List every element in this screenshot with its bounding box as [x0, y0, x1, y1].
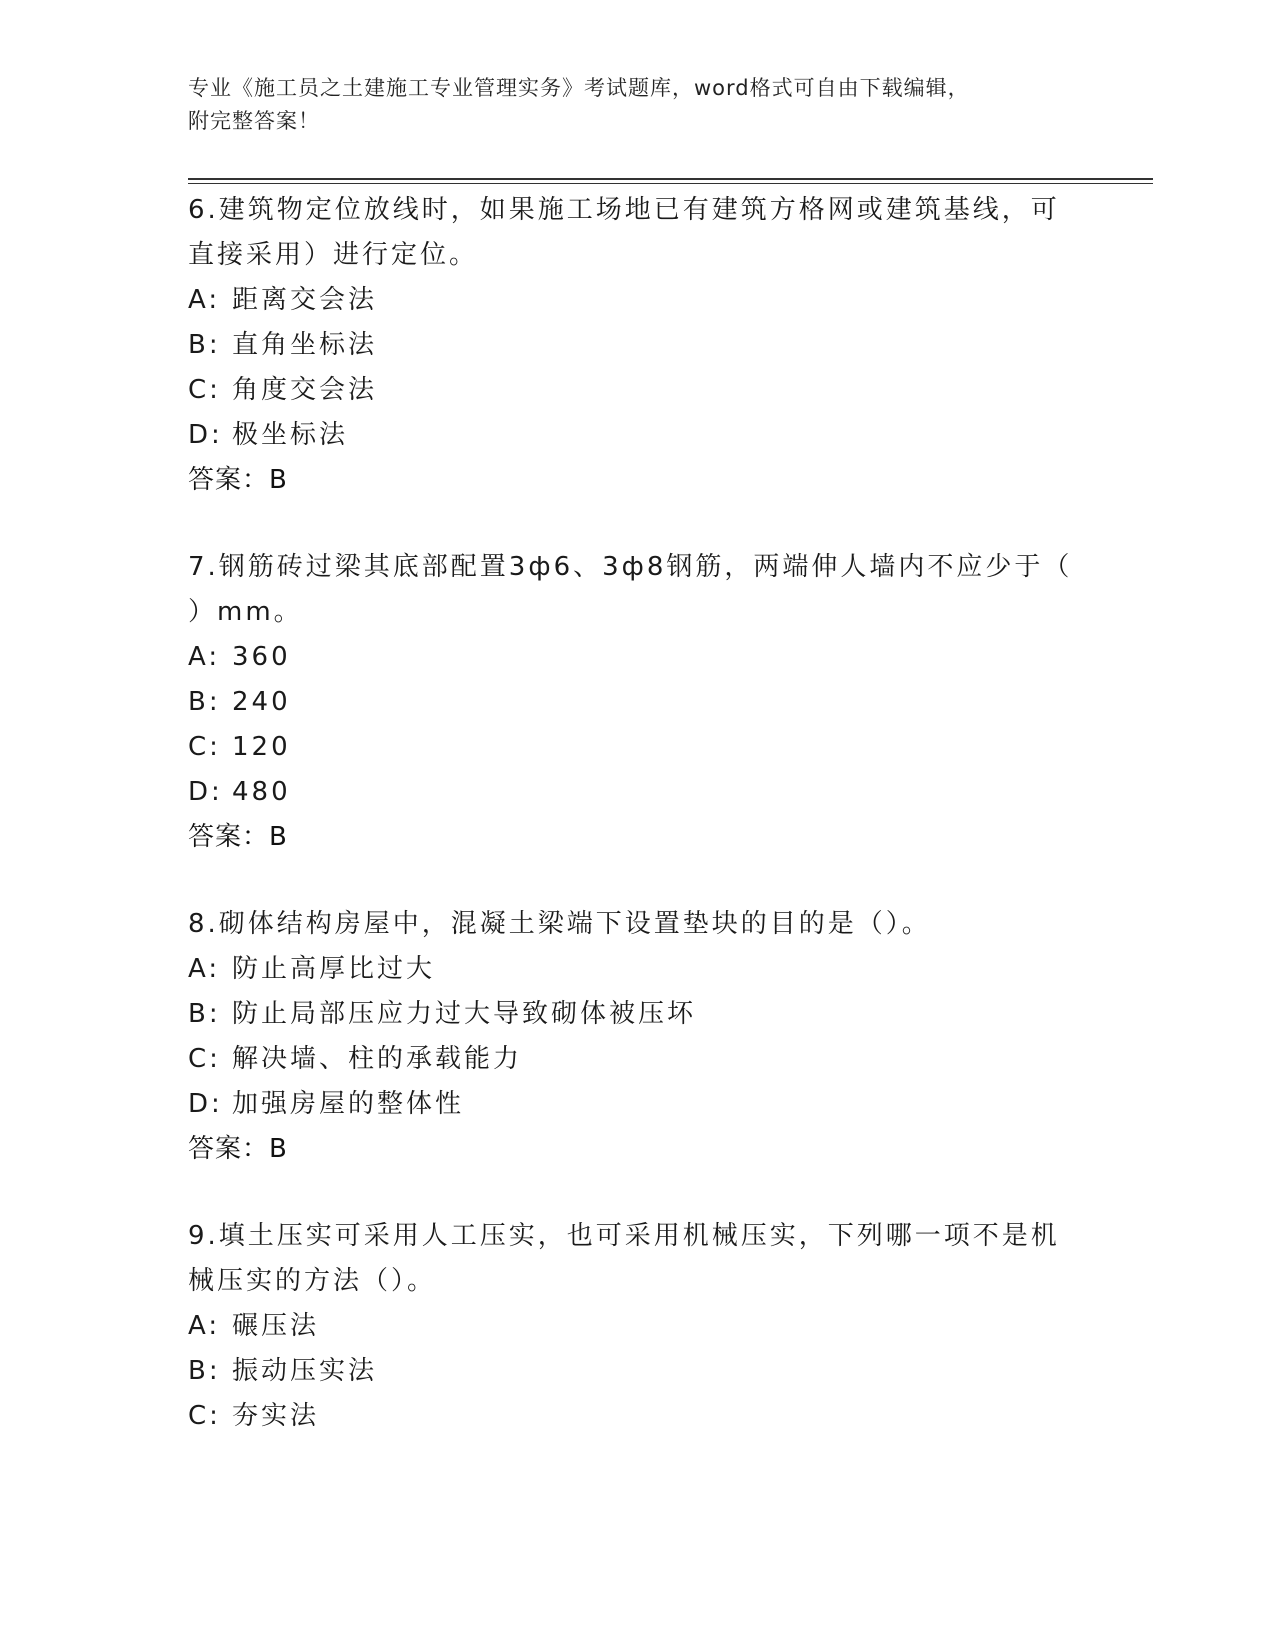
- option-text: 防止高厚比过大: [232, 954, 436, 984]
- question-7-stem-line-2: ）mm。: [188, 597, 303, 627]
- question-list: [188, 188, 1088, 1481]
- option-letter: A:: [188, 642, 221, 672]
- option-letter: A:: [188, 285, 221, 315]
- option-text: 直角坐标法: [232, 330, 378, 360]
- option-letter: B:: [188, 687, 221, 717]
- question-9-option-b: [188, 1349, 1088, 1394]
- option-letter: C:: [188, 1401, 221, 1431]
- option-letter: B:: [188, 330, 221, 360]
- question-9: [188, 1214, 1088, 1439]
- question-9-stem-line-2: 械压实的方法（）。: [188, 1266, 437, 1296]
- question-8-answer: 答案：B: [188, 1134, 288, 1164]
- question-6-option-b: [188, 323, 1088, 368]
- question-7-option-d: [188, 770, 1088, 815]
- option-letter: C:: [188, 732, 221, 762]
- question-8-option-a: [188, 947, 1088, 992]
- option-letter: D:: [188, 420, 223, 450]
- header-line-2: 附完整答案！: [188, 109, 320, 133]
- option-text: 240: [232, 687, 291, 717]
- option-text: 角度交会法: [232, 375, 378, 405]
- question-9-option-c: [188, 1394, 1088, 1439]
- question-7-option-b: [188, 680, 1088, 725]
- option-text: 极坐标法: [232, 420, 349, 450]
- option-letter: D:: [188, 1089, 223, 1119]
- option-text: 夯实法: [232, 1401, 320, 1431]
- question-6-option-d: [188, 413, 1088, 458]
- option-letter: A:: [188, 954, 221, 984]
- option-text: 480: [232, 777, 291, 807]
- question-7-answer: 答案：B: [188, 822, 288, 852]
- question-8-option-c: [188, 1037, 1088, 1082]
- question-6-stem-line-2: 直接采用）进行定位。: [188, 240, 479, 270]
- option-text: 碾压法: [232, 1311, 320, 1341]
- question-6-option-a: [188, 278, 1088, 323]
- question-9-option-a: [188, 1304, 1088, 1349]
- question-7-option-a: [188, 635, 1088, 680]
- question-7: [188, 545, 1088, 860]
- option-text: 防止局部压应力过大导致砌体被压坏: [232, 999, 697, 1029]
- header-divider-thick: [188, 178, 1153, 180]
- option-text: 距离交会法: [232, 285, 378, 315]
- option-letter: A:: [188, 1311, 221, 1341]
- question-7-option-c: [188, 725, 1088, 770]
- header-divider-thin: [188, 183, 1153, 184]
- option-letter: B:: [188, 1356, 221, 1386]
- question-8-option-d: [188, 1082, 1088, 1127]
- question-6-answer: 答案：B: [188, 465, 288, 495]
- option-letter: D:: [188, 777, 223, 807]
- option-text: 加强房屋的整体性: [232, 1089, 465, 1119]
- option-text: 120: [232, 732, 291, 762]
- option-text: 解决墙、柱的承载能力: [232, 1044, 523, 1074]
- question-8: [188, 902, 1088, 1172]
- option-letter: C:: [188, 1044, 221, 1074]
- option-text: 振动压实法: [232, 1356, 378, 1386]
- question-9-stem-line-1: 9.填土压实可采用人工压实，也可采用机械压实，下列哪一项不是机: [188, 1221, 1060, 1251]
- question-6-stem-line-1: 6.建筑物定位放线时，如果施工场地已有建筑方格网或建筑基线，可: [188, 195, 1060, 225]
- question-6-option-c: [188, 368, 1088, 413]
- option-letter: C:: [188, 375, 221, 405]
- question-8-stem-line-1: 8.砌体结构房屋中，混凝土梁端下设置垫块的目的是（）。: [188, 909, 931, 939]
- question-6: [188, 188, 1088, 503]
- question-7-stem-line-1: 7.钢筋砖过梁其底部配置3ф6、3ф8钢筋，两端伸人墙内不应少于（: [188, 552, 1073, 582]
- option-text: 360: [232, 642, 291, 672]
- header-line-1: 专业《施工员之土建施工专业管理实务》考试题库，word格式可自由下载编辑，: [188, 76, 970, 100]
- option-letter: B:: [188, 999, 221, 1029]
- document-header: [188, 72, 1068, 138]
- question-8-option-b: [188, 992, 1088, 1037]
